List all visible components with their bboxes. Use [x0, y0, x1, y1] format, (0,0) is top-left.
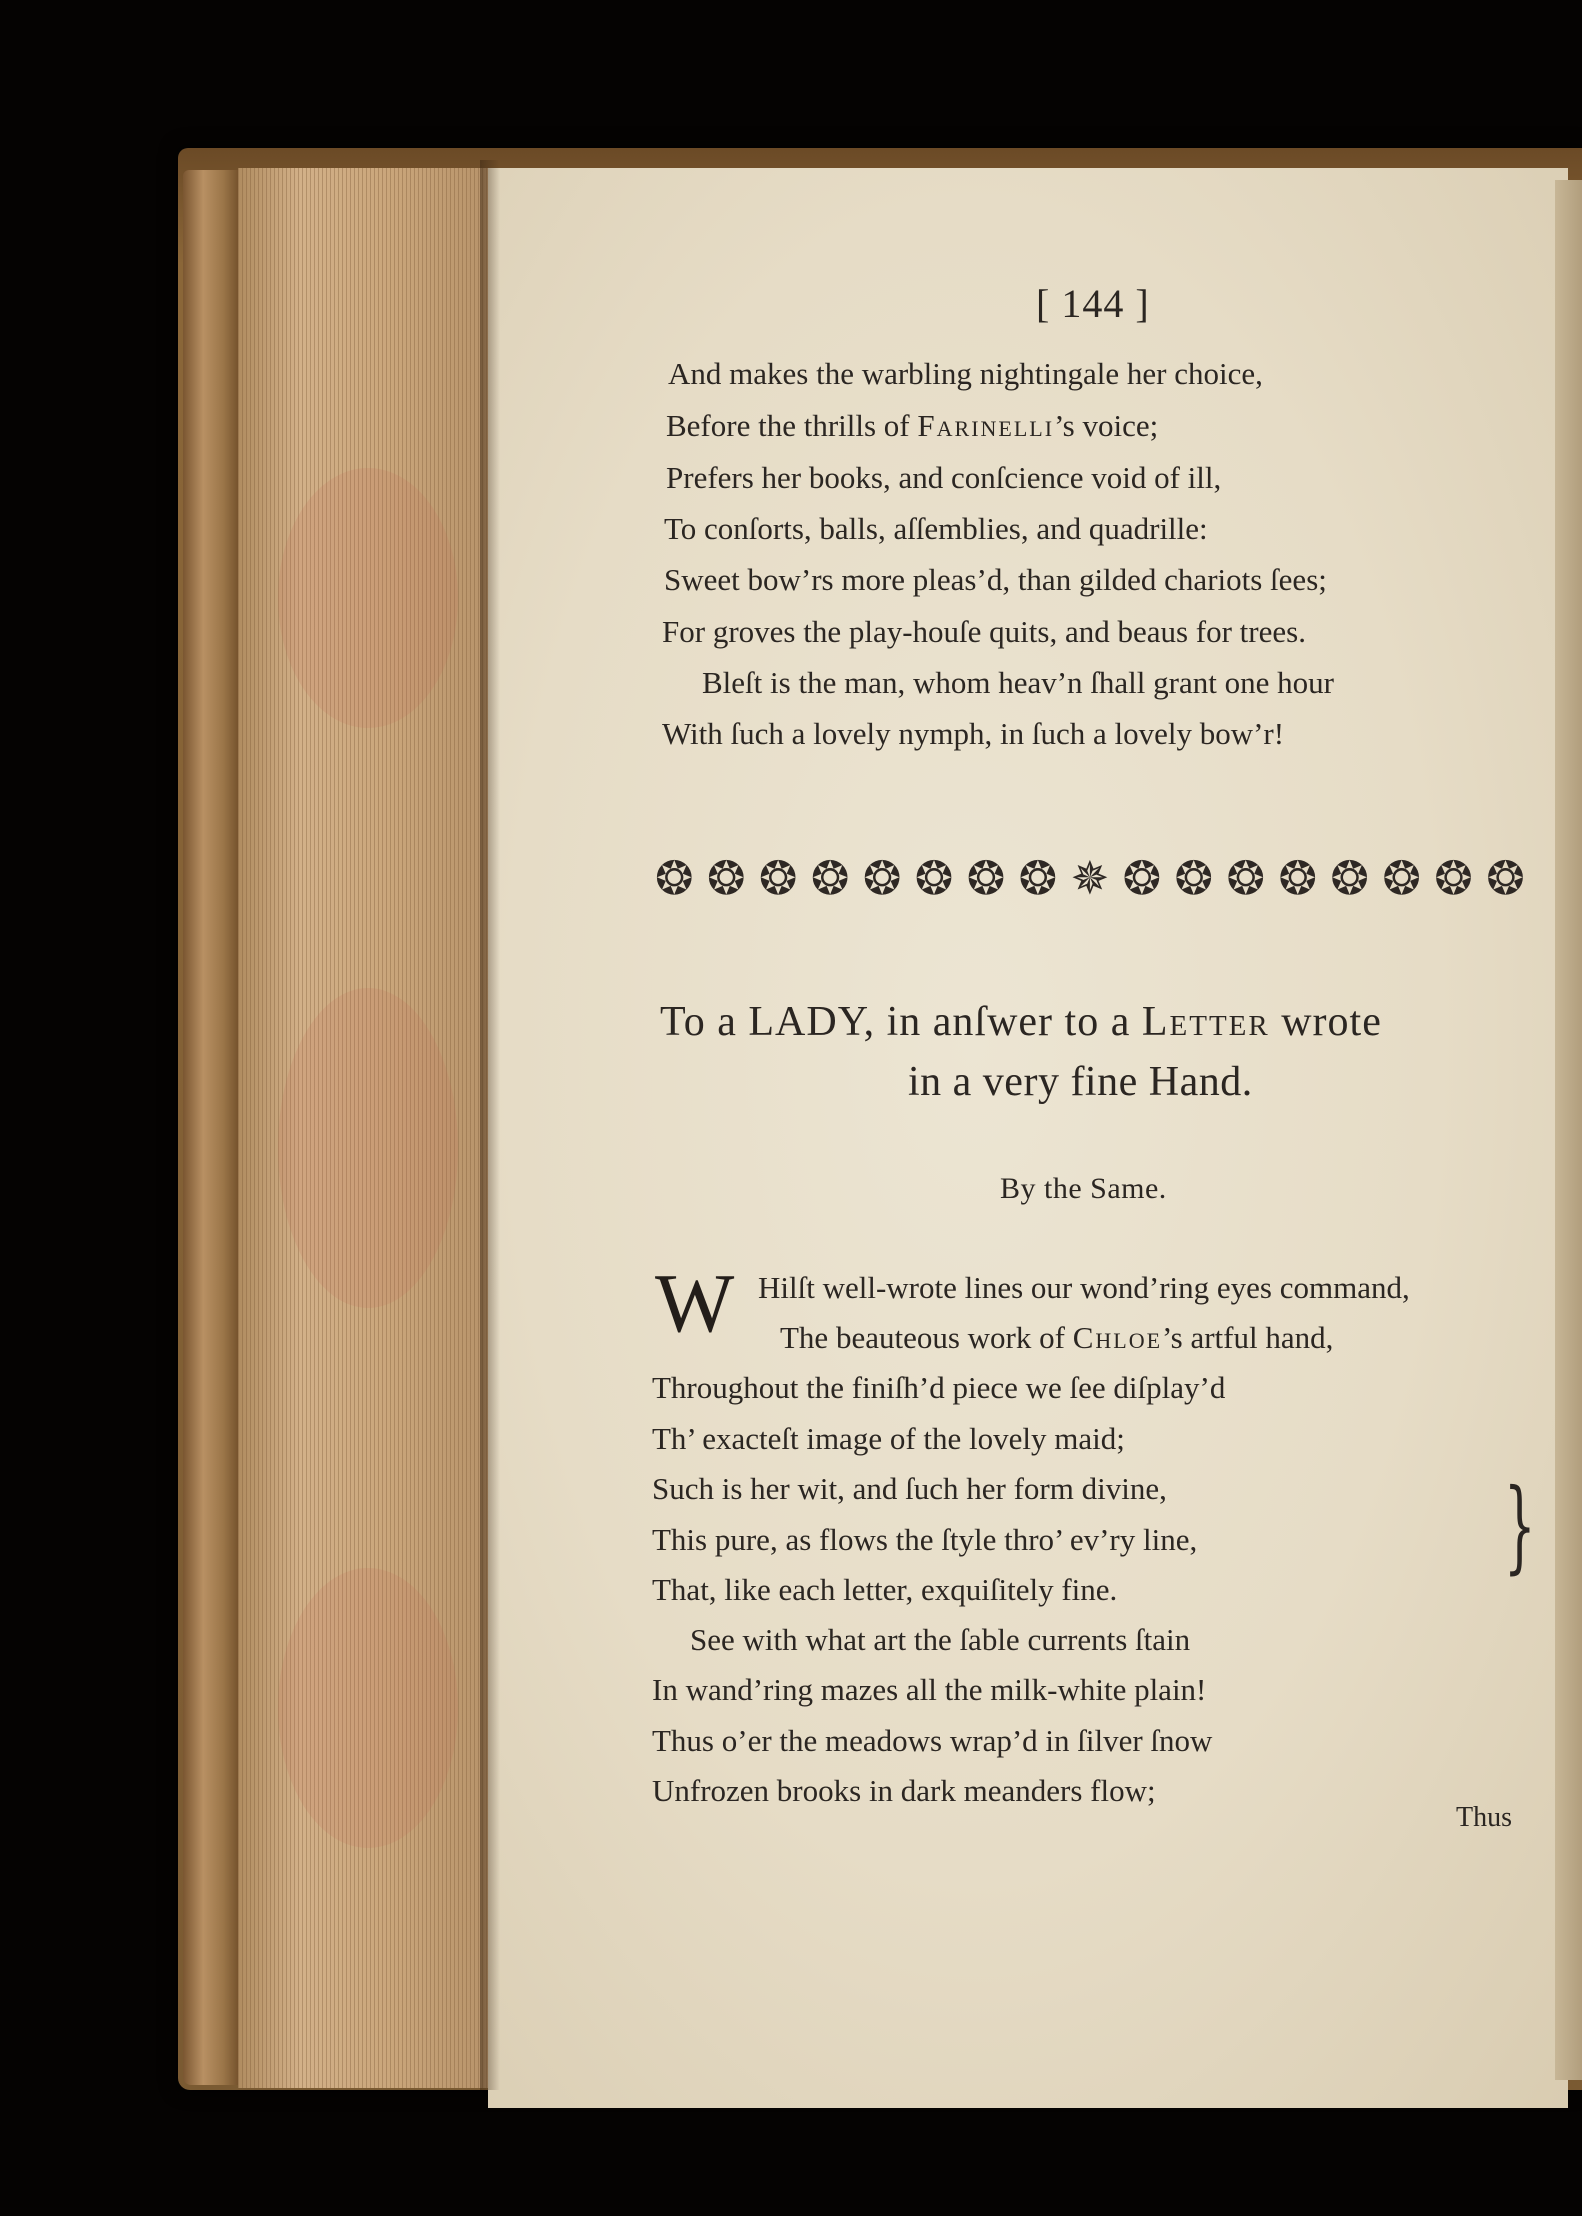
verse-line: Prefers her books, and conſcience void of ill,: [666, 460, 1222, 495]
name-farinelli: Farinelli: [917, 408, 1055, 443]
poem-line: This pure, as flows the ſtyle thro’ ev’ry line,: [652, 1522, 1198, 1557]
name-chloe: Chloe: [1072, 1320, 1163, 1355]
verse-line: To conſorts, balls, aſſemblies, and quadrille:: [664, 511, 1208, 546]
verse-line: And makes the warbling nightingale her choice,: [668, 356, 1263, 391]
ornament-glyph: ❂: [1174, 851, 1214, 905]
verse-line: For groves the play-houſe quits, and beaus for trees.: [662, 614, 1306, 649]
book-page: [488, 168, 1568, 2108]
poem-title-line2: in a very fine Hand.: [908, 1059, 1253, 1105]
poem-line: See with what art the ſable currents ſtain: [690, 1622, 1191, 1657]
poem-line: Thus o’er the meadows wrap’d in ſilver ſnow: [652, 1723, 1213, 1758]
verse-line: Bleſt is the man, whom heav’n ſhall grant one hour: [702, 665, 1334, 700]
title-lady: LADY: [748, 999, 864, 1045]
ornament-glyph: ❂: [1434, 851, 1473, 905]
page-number: [ 144 ]: [1036, 281, 1150, 326]
ornament-glyph: ❂: [706, 851, 746, 905]
ornament-glyph: ❂: [810, 851, 850, 905]
byline: By the Same.: [1000, 1172, 1167, 1205]
title-letter: Letter: [1141, 999, 1270, 1045]
ornament-glyph: ❂: [862, 851, 902, 905]
gutter-shadow: [480, 160, 500, 2090]
verse-line: Sweet bow’rs more pleas’d, than gilded chariots ſees;: [664, 562, 1327, 597]
poem-title: To a LADY, in anſwer to a Letter wrote: [660, 999, 1382, 1045]
ornament-glyph: ❂: [1278, 851, 1317, 905]
ornament-glyph: ❂: [966, 851, 1006, 905]
verse-line: Before the thrills of Farinelli’s voice;: [666, 408, 1159, 443]
cover-edge: [183, 170, 241, 2085]
page-block-edges: [238, 168, 488, 2088]
poem-line: Such is her wit, and ſuch her form divine,: [652, 1471, 1167, 1506]
ornament-glyph: ❂: [1486, 851, 1525, 905]
ornament-glyph: ❂: [655, 851, 694, 905]
ornament-glyph: ❂: [1226, 851, 1266, 905]
poem-line: The beauteous work of Chloe’s artful hand,: [780, 1320, 1334, 1355]
ornament-divider: [655, 850, 1525, 906]
poem-line: Th’ exacteſt image of the lovely maid;: [652, 1421, 1125, 1456]
poem-line: Throughout the finiſh’d piece we ſee diſplay’d: [652, 1370, 1226, 1405]
poem-line: Unfrozen brooks in dark meanders flow;: [652, 1773, 1156, 1808]
triplet-brace: }: [1503, 1467, 1536, 1584]
ornament-glyph: ❂: [758, 851, 798, 905]
poem-line: That, like each letter, exquiſitely fine.: [652, 1572, 1118, 1607]
next-page-edge: [1555, 180, 1582, 2080]
catchword: Thus: [1456, 1802, 1512, 1833]
ornament-glyph: ❂: [914, 851, 954, 905]
ornament-glyph: ❂: [1382, 851, 1421, 905]
ornament-glyph-center: ✵: [1070, 851, 1110, 905]
ornament-glyph: ❂: [1018, 851, 1058, 905]
verse-line: With ſuch a lovely nymph, in ſuch a lovely bow’r!: [662, 716, 1285, 751]
poem-line: In wand’ring mazes all the milk-white plain!: [652, 1672, 1207, 1707]
poem-line: Hilſt well-wrote lines our wond’ring eyes command,: [758, 1270, 1410, 1305]
ornament-glyph: ❂: [1330, 851, 1369, 905]
drop-cap: W: [655, 1257, 735, 1350]
ornament-glyph: ❂: [1122, 851, 1162, 905]
